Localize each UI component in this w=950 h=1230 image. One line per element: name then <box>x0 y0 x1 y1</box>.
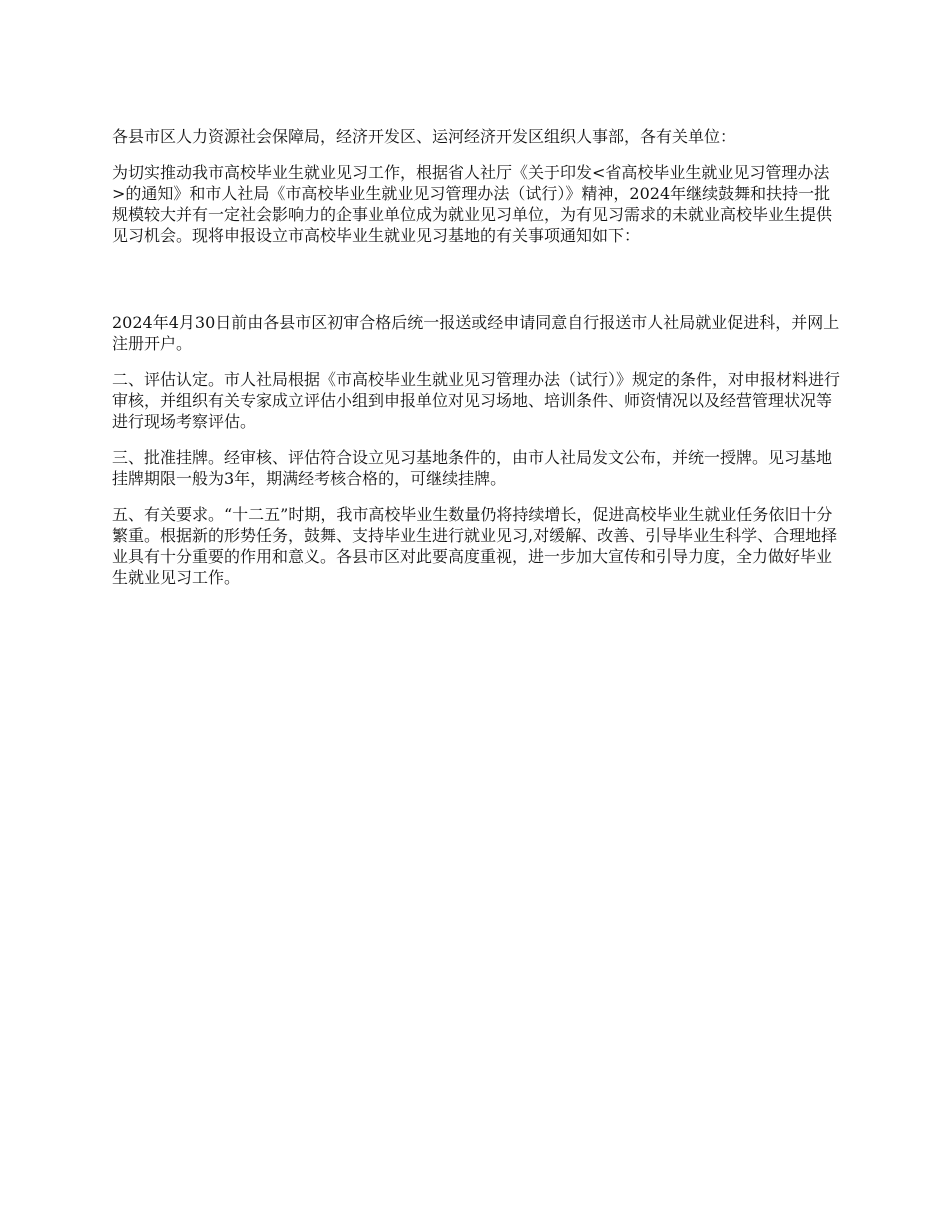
requirements-paragraph: 五、有关要求。“十二五”时期，我市高校毕业生数量仍将持续增长，促进高校毕业生就业任务依旧十分繁重。根据新的形势任务，鼓舞、支持毕业生进行就业见习,对缓解、改善、引导毕业生科学、合理地择业具有十分重要的作用和意义。各县市区对此要高度重视，进一步加大宣传和引导力度，全力做好毕业生就业见习工作。 <box>112 505 838 587</box>
document-body <box>112 126 840 588</box>
greeting-paragraph: 各县市区人力资源社会保障局，经济开发区、运河经济开发区组织人事部，各有关单位： <box>112 127 737 146</box>
deadline-paragraph: 2024年4月30日前由各县市区初审合格后统一报送或经申请同意自行报送市人社局就业促进科，并网上注册开户。 <box>112 313 840 353</box>
intro-paragraph: 为切实推动我市高校毕业生就业见习工作，根据省人社厅《关于印发<省高校毕业生就业见习管理办法>的通知》和市人社局《市高校毕业生就业见习管理办法（试行）》精神，2024年继续鼓舞和扶持一批规模较大并有一定社会影响力的企事业单位成为就业见习单位，为有见习需求的未就业高校毕业生提供见习机会。现将申报设立市高校毕业生就业见习基地的有关事项通知如下： <box>112 163 833 245</box>
review-paragraph: 二、评估认定。市人社局根据《市高校毕业生就业见习管理办法（试行）》规定的条件，对申报材料进行审核，并组织有关专家成立评估小组到申报单位对见习场地、培训条件、师资情况以及经营管理状况等进行现场考察评估。 <box>112 370 841 431</box>
approval-paragraph: 三、批准挂牌。经审核、评估符合设立见习基地条件的，由市人社局发文公布，并统一授牌。见习基地挂牌期限一般为3年，期满经考核合格的，可继续挂牌。 <box>112 448 833 488</box>
